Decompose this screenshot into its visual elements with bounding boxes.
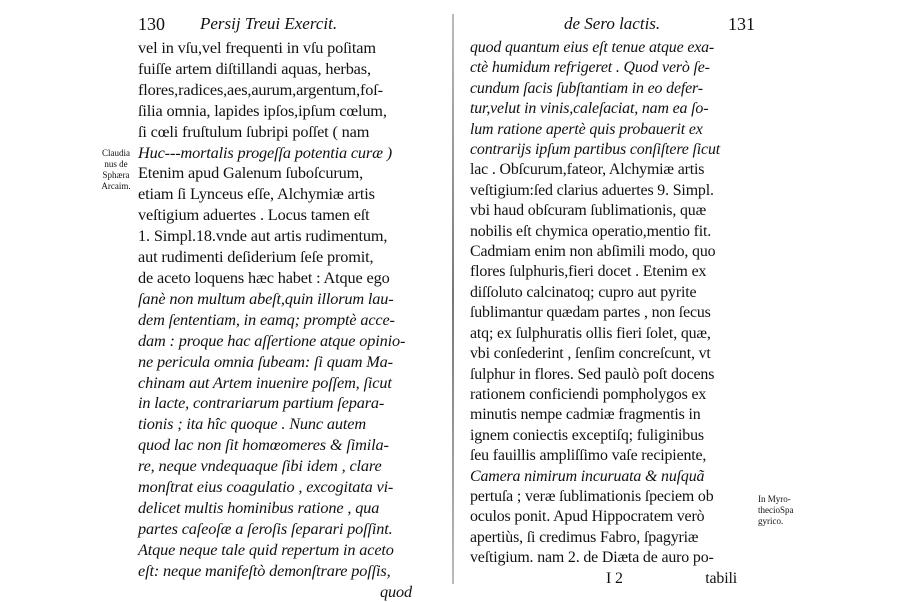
right-running-head: de Sero lactis.: [564, 14, 661, 33]
left-marginal-note: [98, 148, 134, 192]
right-text-line: diſſoluto calcinatoq; cupro aut pyrite: [470, 283, 697, 301]
left-text-line: ne pericula omnia ſubeam: ſi quam Ma-: [138, 351, 393, 371]
right-text-line: nobilis eſt chymica operatio,mentio fit.: [470, 222, 712, 240]
right-marginal-line: In Myro-: [758, 494, 791, 504]
left-text-line: ſilia omnia, lapides ipſos,ipſum cœlum,: [138, 100, 387, 120]
left-text-line: veſtigium aduertes . Locus tamen eſt: [138, 205, 370, 225]
right-marginal-line: gyrico.: [758, 516, 784, 526]
signature-mark: I 2: [606, 569, 623, 587]
right-marginal-line: thecioSpa: [758, 505, 794, 515]
left-text-line: delicet multis hominibus ratione , qua: [138, 497, 380, 517]
book-gutter: [452, 14, 454, 584]
right-page-header: [470, 14, 755, 38]
left-text-line: ſanè non multum abeſt,quin illorum lau-: [138, 288, 394, 308]
left-text-line: tionis ; ita hîc quoque . Nunc autem: [138, 414, 366, 434]
left-text-line: dam : proque hac aſſertione atque opinio-: [138, 330, 406, 350]
right-footer-line: [470, 569, 755, 589]
left-catchword: quod: [380, 581, 412, 601]
right-text-line: ſublimantur quædam partes , non ſecus: [470, 304, 711, 322]
right-text-line: contrarijs ipſum partibus conſiſtere ſicut: [470, 141, 720, 159]
left-page: [138, 14, 438, 602]
right-page-number: 131: [728, 14, 755, 34]
left-text-line: 1. Simpl.18.vnde aut artis rudimentum,: [138, 226, 388, 246]
right-text-line: oculos ponit. Apud Hippocratem verò: [470, 508, 705, 526]
left-page-header: [138, 14, 438, 38]
right-text-line: veſtigium:ſed clarius aduertes 9. Simpl.: [470, 181, 714, 199]
left-text-line: Etenim apud Galenum ſuboſcurum,: [138, 163, 364, 183]
right-text-line: tur,velut in vinis,caleſaciat, nam ea ſo-: [470, 100, 709, 118]
left-text-line: dem ſententiam, in eamq; promptè acce-: [138, 309, 395, 329]
left-marginal-line: nus de: [104, 159, 128, 169]
right-text-line: pertuſa ; veræ ſublimationis ſpeciem ob: [470, 487, 714, 505]
right-text-line: quod quantum eius eſt tenue atque exa-: [470, 39, 715, 56]
left-text-line: quod lac non ſit homœomeres & ſimila-: [138, 435, 389, 455]
left-page-text: [138, 38, 438, 582]
right-page-text: [470, 38, 755, 569]
left-text-line: Huc---mortalis progeſſa potentia curæ ): [138, 142, 393, 162]
right-text-line: ſeu fauillis ampliſſimo vaſe recipiente,: [470, 447, 707, 465]
left-text-line: re, neque vndequaque ſibi idem , clare: [138, 456, 382, 476]
left-text-line: vel in vſu,vel frequenti in vſu poſitam: [138, 38, 376, 57]
left-text-line: monſtrat eius coagulatio , excogitata vi-: [138, 477, 394, 497]
right-text-line: lum ratione apertè quis probauerit ex: [470, 120, 703, 138]
left-text-line: eſt: neque manifeſtò demonſtrare poſſis,: [138, 560, 391, 580]
right-text-line: Cadmiam enim non abſimili modo, quo: [470, 243, 716, 261]
left-text-line: aut rudimenti deſiderium ſeſe promit,: [138, 247, 374, 267]
right-text-line: atq; ex ſulphuratis ollis fieri ſolet, quæ,: [470, 324, 711, 342]
left-running-head: Persij Treui Exercit.: [200, 14, 338, 33]
left-text-line: Atque neque tale quid repertum in aceto: [138, 539, 394, 559]
left-marginal-line: Claudia: [102, 148, 130, 158]
right-text-line: veſtigium. nam 2. de Diæta de auro po-: [470, 549, 714, 567]
right-text-line: ctè humidum refrigeret . Quod verò ſe-: [470, 59, 710, 77]
right-text-line: apertiùs, ſi credimus Fabro, ſpagyriæ: [470, 528, 699, 546]
left-text-line: fuiſſe artem diſtillandi aquas, herbas,: [138, 58, 371, 78]
right-catchword: tabili: [705, 569, 737, 587]
left-text-line: ſi cœli fruſtulum ſubripi poſſet ( nam: [138, 121, 370, 141]
left-page-number: 130: [138, 14, 165, 34]
right-text-line: ſulphur in flores. Sed paulò poſt docens: [470, 365, 715, 383]
right-text-line: lac . Obſcurum,fateor, Alchymiæ artis: [470, 161, 705, 179]
left-text-line: partes caſeoſæ a ſeroſis ſeparari poſſint.: [138, 518, 393, 538]
right-page: [470, 14, 755, 589]
left-marginal-line: Sphæra: [102, 170, 130, 180]
right-text-line: vbi haud obſcuram ſublimationis, quæ: [470, 202, 707, 220]
left-text-line: in lacte, contrariarum partium ſepara-: [138, 393, 385, 413]
right-text-line: vbi conſederint , ſenſim concreſcunt, vt: [470, 345, 711, 363]
left-marginal-line: Arcaim.: [101, 181, 131, 191]
right-text-line: ignem coniectis exceptiſq; fuliginibus: [470, 426, 704, 444]
right-marginal-note: [758, 494, 806, 527]
right-text-line: rationem conficiendi pompholygos ex: [470, 385, 707, 403]
left-text-line: flores,radices,aes,aurum,argentum,foſ-: [138, 79, 383, 99]
right-text-line: minutis nempe cadmiæ fragmentis in: [470, 406, 701, 424]
right-text-line: Camera nimirum incuruata & nuſquã: [470, 467, 705, 485]
left-text-line: de aceto loquens hæc habet : Atque ego: [138, 267, 390, 287]
left-text-line: etiam ſi Lynceus eſſe, Alchymiæ artis: [138, 184, 375, 204]
right-text-line: flores ſulphuris,fieri docet . Etenim ex: [470, 263, 707, 281]
left-text-line: chinam aut Artem inuenire poſſem, ſicut: [138, 372, 392, 392]
right-text-line: cundum ſacis ſubſtantiam in eo defer-: [470, 79, 703, 97]
